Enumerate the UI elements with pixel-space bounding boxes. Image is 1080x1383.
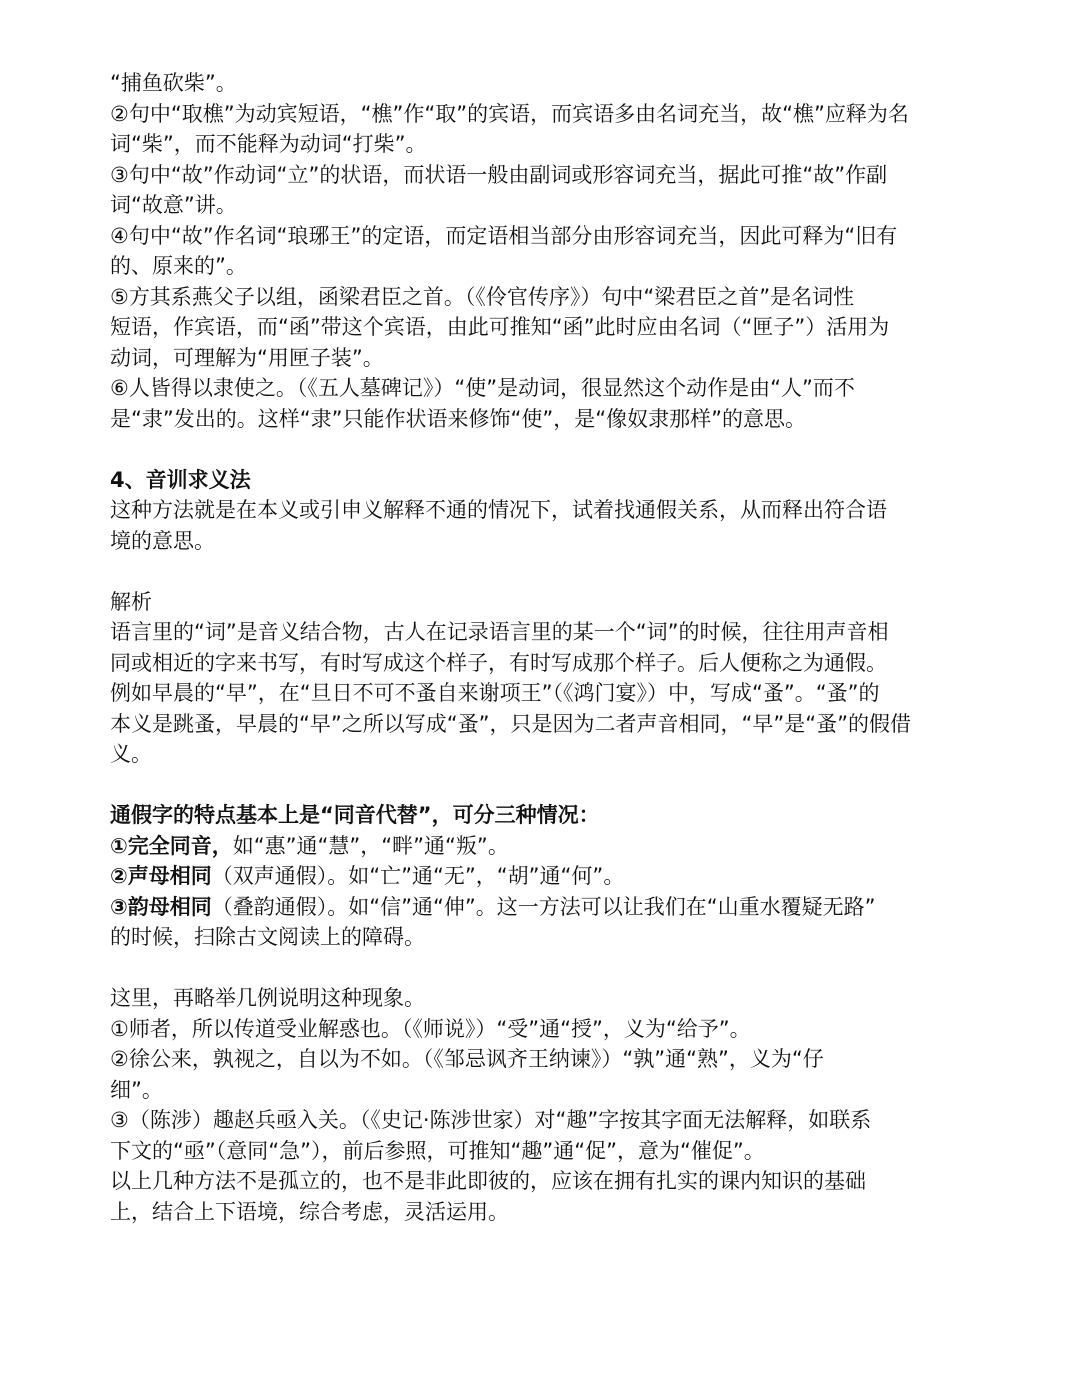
section-heading: 4、音训求义法	[110, 467, 251, 492]
text-line: ②徐公来，孰视之，自以为不如。（《邹忌讽齐王纳谏》）“孰”通“熟”，义为“仔	[110, 1047, 824, 1071]
text-line: 这种方法就是在本义或引申义解释不通的情况下，试着找通假关系，从而释出符合语	[110, 498, 887, 522]
feature-item-3	[110, 892, 980, 923]
feature-item-1	[110, 831, 980, 862]
text-line: 上，结合上下语境，综合考虑，灵活运用。	[110, 1199, 509, 1224]
text-line: ③句中“故”作动词“立”的状语，而状语一般由副词或形容词充当，据此可推“故”作副	[110, 162, 888, 187]
document-page	[110, 68, 980, 1227]
text-line: ①师者，所以传道受业解惑也。（《师说》）“受”通“授”，义为“给予”。	[110, 1016, 751, 1041]
text-line: 下文的“亟”（意同“急”），前后参照，可推知“趣”通“促”，意为“催促”。	[110, 1138, 765, 1163]
text-line: 这里，再略举几例说明这种现象。	[110, 986, 425, 1010]
features-block	[110, 800, 980, 953]
feature-item-2	[110, 861, 980, 892]
text-line: “捕鱼砍柴”。	[110, 71, 237, 95]
analysis-block	[110, 587, 980, 770]
paragraph-gap	[110, 434, 980, 465]
text-line: 例如早晨的“早”，在“旦日不可不蚤自来谢项王”（《鸿门宴》）中，写成“蚤”。“蚤”的	[110, 681, 880, 705]
feature-text: （叠韵通假）。如“信”通“伸”。这一方法可以让我们在“山重水覆疑无路”	[211, 894, 876, 919]
text-line: ⑤方其系燕父子以组，函梁君臣之首。（《伶官传序》）句中“梁君臣之首”是名词性	[110, 284, 855, 309]
feature-term: ①完全同音，	[110, 833, 233, 858]
examples-block	[110, 983, 980, 1227]
text-line: ⑥人皆得以隶使之。（《五人墓碑记》）“使”是动词，很显然这个动作是由“人”而不	[110, 376, 855, 400]
paragraph-gap	[110, 556, 980, 587]
analysis-label: 解析	[110, 589, 152, 614]
text-line: ③（陈涉）趣赵兵亟入关。（《史记·陈涉世家）对“趣”字按其字面无法解释，如联系	[110, 1108, 872, 1132]
text-line: 动词，可理解为“用匣子装”。	[110, 345, 384, 370]
text-line: 是“隶”发出的。这样“隶”只能作状语来修饰“使”，是“像奴隶那样”的意思。	[110, 406, 807, 431]
text-line: 义。	[110, 742, 152, 766]
text-line: 同或相近的字来书写，有时写成这个样子，有时写成那个样子。后人便称之为通假。	[110, 650, 887, 675]
text-line: 短语，作宾语，而“函”带这个宾语，由此可推知“函”此时应由名词（“匣子”）活用为	[110, 315, 890, 339]
features-heading: 通假字的特点基本上是“同音代替”，可分三种情况：	[110, 803, 600, 827]
text-line: 词“故意”讲。	[110, 193, 237, 217]
section-4	[110, 465, 980, 557]
paragraph-gap	[110, 953, 980, 984]
feature-term: ③韵母相同	[110, 894, 212, 919]
text-line: 以上几种方法不是孤立的，也不是非此即彼的，应该在拥有扎实的课内知识的基础	[110, 1169, 866, 1193]
text-line: 境的意思。	[110, 528, 215, 553]
text-line: 词“柴”，而不能释为动词“打柴”。	[110, 132, 427, 156]
feature-text: 如“惠”通“慧”，“畔”通“叛”。	[232, 833, 509, 858]
feature-term: ②声母相同	[110, 864, 212, 888]
text-line: ④句中“故”作名词“琅琊王”的定语，而定语相当部分由形容词充当，因此可释为“旧有	[110, 223, 898, 248]
text-line: 的、原来的”。	[110, 254, 247, 278]
text-line: 语言里的“词”是音义结合物，古人在记录语言里的某一个“词”的时候，往往用声音相	[110, 620, 889, 644]
text-line: ②句中“取樵”为动宾短语，“樵”作“取”的宾语，而宾语多由名词充当，故“樵”应释为名	[110, 101, 909, 126]
text-line: 的时候，扫除古文阅读上的障碍。	[110, 925, 425, 949]
text-line: 本义是跳蚤，早晨的“早”之所以写成“蚤”，只是因为二者声音相同，“早”是“蚤”的假借	[110, 711, 912, 736]
feature-text: （双声通假）。如“亡”通“无”，“胡”通“何”。	[211, 864, 625, 888]
paragraph-gap	[110, 770, 980, 801]
text-line: 细”。	[110, 1077, 163, 1102]
explanation-block	[110, 68, 980, 434]
